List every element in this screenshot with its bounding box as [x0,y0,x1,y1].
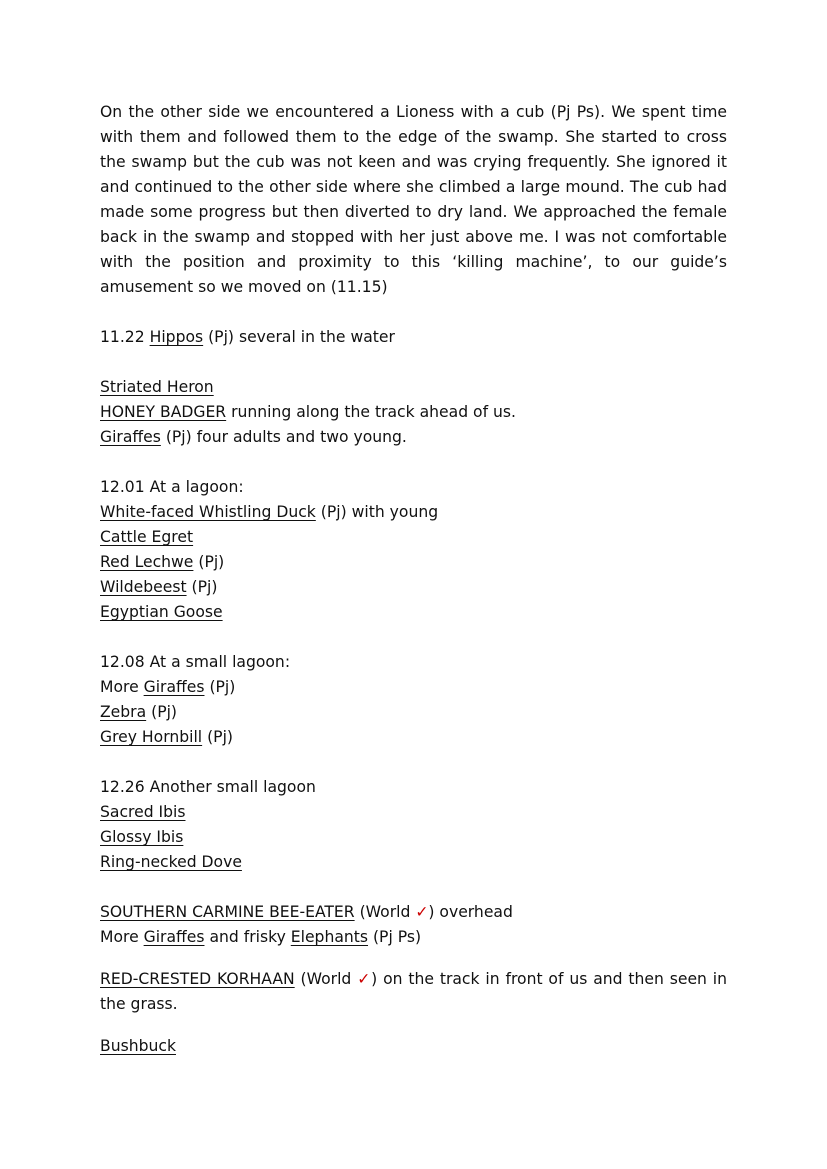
entry-prefix: More [100,678,144,696]
species-sacred-ibis: Sacred Ibis [100,803,186,821]
entry-note: ) on the track in front of us and then seen in the grass. [100,970,727,1013]
species-bushbuck: Bushbuck [100,1037,176,1055]
species-red-crested-korhaan: RED-CRESTED KORHAAN [100,970,295,988]
species-zebra: Zebra [100,703,147,721]
entry-note: (Pj) several in the water [203,328,395,346]
entry-note: (Pj) with young [315,503,439,521]
entry-note: (World [354,903,416,921]
lagoon-1-item [100,550,727,575]
entry-note: ) overhead [428,903,513,921]
entry-note: (World [294,970,358,988]
entry-note: and frisky [204,928,291,946]
giraffes-elephants-entry [100,925,727,950]
hippos-entry [100,325,727,350]
spacer [100,350,727,375]
checkmark-icon: ✓ [357,970,372,988]
species-giraffes: Giraffes [143,678,205,696]
species-hippos: Hippos [149,328,204,346]
species-striated-heron: Striated Heron [100,378,214,396]
bee-eater-entry [100,900,727,925]
spacer [100,625,727,650]
korhaan-entry [100,967,727,1017]
lagoon-3-item [100,850,727,875]
entry-time: 11.22 [100,328,150,346]
species-red-lechwe: Red Lechwe [100,553,194,571]
entry-note: (Pj) [186,578,218,596]
species-giraffes: Giraffes [143,928,205,946]
entry-note: (Pj Ps) [368,928,422,946]
honey-badger-entry [100,400,727,425]
species-cattle-egret: Cattle Egret [100,528,194,546]
spacer [100,450,727,475]
species-elephants: Elephants [290,928,369,946]
species-glossy-ibis: Glossy Ibis [100,828,184,846]
entry-note: (Pj) [146,703,178,721]
checkmark-icon: ✓ [415,903,429,921]
heron-entry [100,375,727,400]
spacer [100,300,727,325]
lagoon-2-heading: 12.08 At a small lagoon: [100,653,291,671]
lagoon-1-heading: 12.01 At a lagoon: [100,478,244,496]
lagoon-3-item [100,825,727,850]
entry-note: (Pj) [202,728,233,746]
bushbuck-entry [100,1034,727,1059]
lagoon-1-item [100,525,727,550]
spacer [100,950,727,967]
spacer [100,750,727,775]
entry-note: (Pj) four adults and two young. [160,428,407,446]
lioness-paragraph: On the other side we encountered a Lioness with a cub (Pj Ps). We spent time with them and followed them to the edge of the swamp. She started to cross the swamp but the cub was not keen and was crying frequently. She ignored it and continued to the other side where she climbed a large mound. The cub had made some progress but then diverted to dry land. We approached the female back in the swamp and stopped with her just above me. I was not comfortable with the position and proximity to this ‘killing machine’, to our guide’s amusement so we moved on (11.15) [100,103,727,296]
species-grey-hornbill: Grey Hornbill [100,728,203,746]
entry-prefix: More [100,928,144,946]
lagoon-2-item [100,725,727,750]
species-ring-necked-dove: Ring-necked Dove [100,853,242,871]
species-carmine-bee-eater: SOUTHERN CARMINE BEE-EATER [100,903,355,921]
species-egyptian-goose: Egyptian Goose [100,603,223,621]
species-whistling-duck: White-faced Whistling Duck [100,503,316,521]
lagoon-1-item [100,575,727,600]
spacer [100,875,727,900]
species-giraffes: Giraffes [100,428,161,446]
species-honey-badger: HONEY BADGER [100,403,227,421]
entry-note: (Pj) [193,553,225,571]
spacer [100,1017,727,1034]
lagoon-3-item [100,800,727,825]
lagoon-2-item [100,700,727,725]
lagoon-1-item [100,500,727,525]
giraffes-entry [100,425,727,450]
entry-note: (Pj) [204,678,236,696]
lagoon-3-heading: 12.26 Another small lagoon [100,778,316,796]
document-page [100,100,727,1059]
lagoon-1-item [100,600,727,625]
lagoon-2-item [100,675,727,700]
species-wildebeest: Wildebeest [100,578,187,596]
entry-note: running along the track ahead of us. [226,403,516,421]
